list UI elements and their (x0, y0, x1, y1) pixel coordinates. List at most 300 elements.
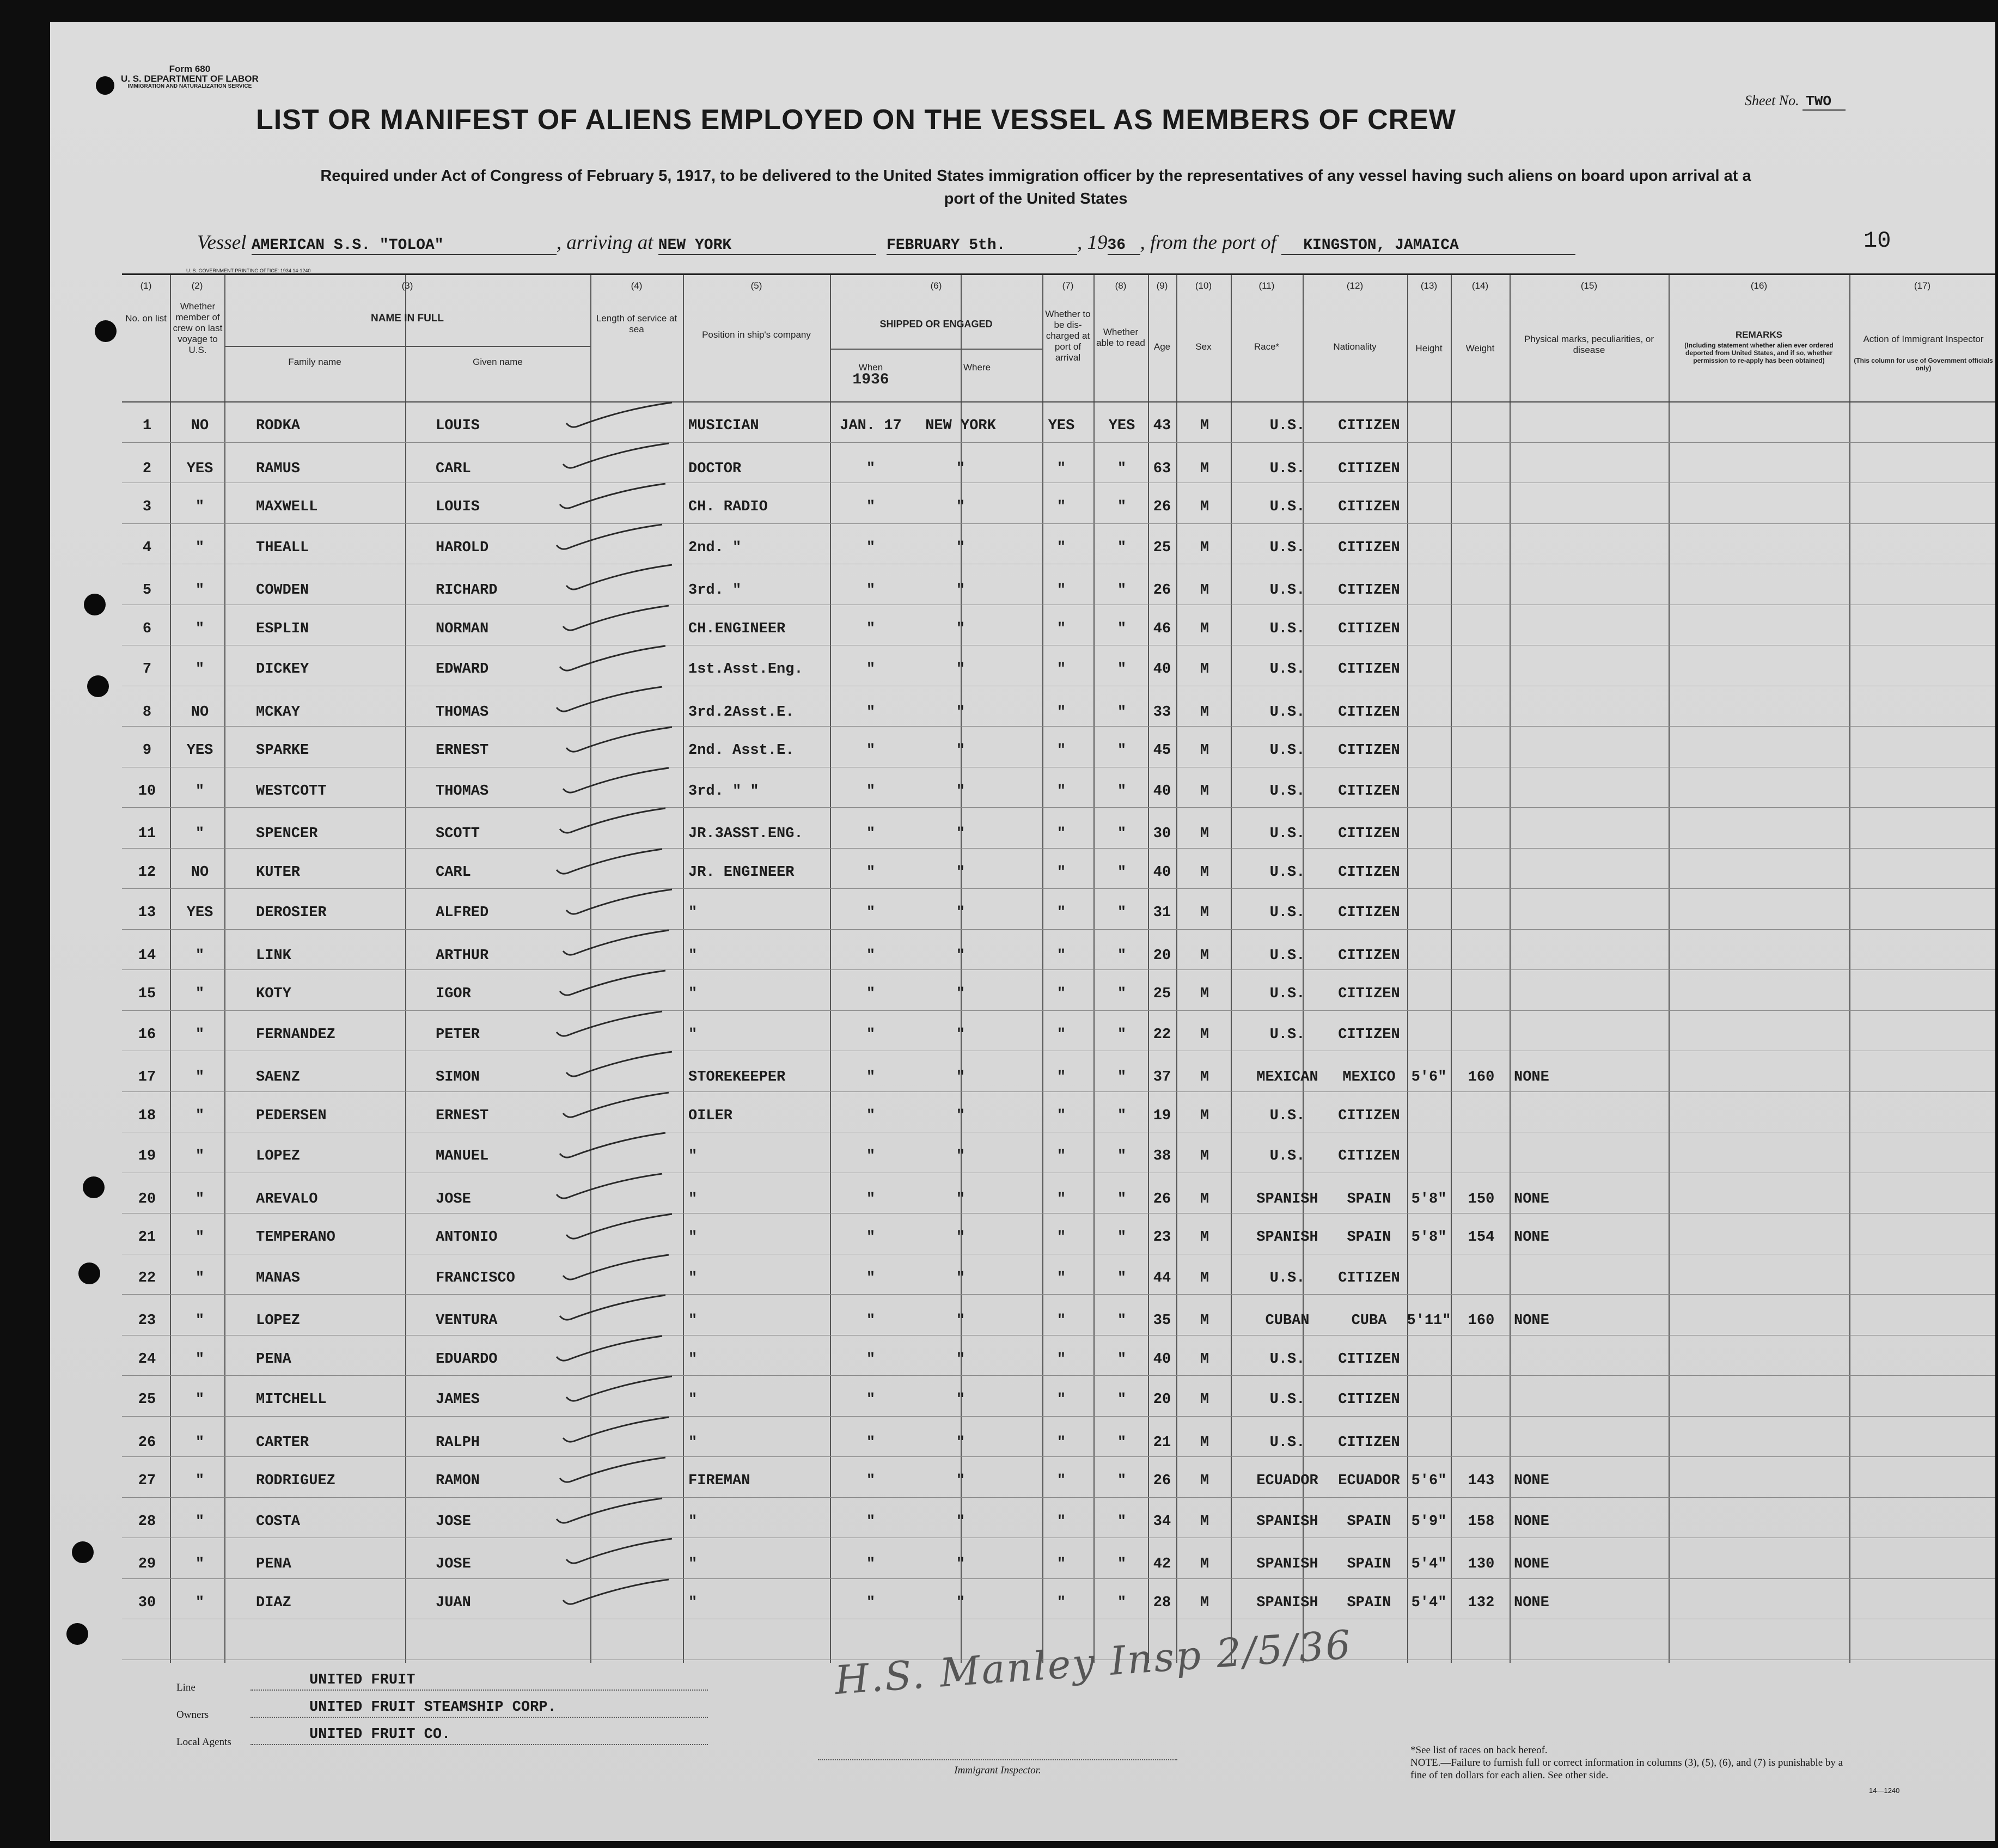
cell-shipped-where: " (956, 1229, 966, 1246)
row-rule (122, 726, 1995, 727)
cell-given-name: MANUEL (436, 1148, 489, 1164)
cell-row-number: 23 (138, 1313, 156, 1329)
cell-race: U.S. (1269, 783, 1305, 800)
cell-member-last-voyage: " (195, 1026, 205, 1043)
cell-member-last-voyage: " (195, 1513, 205, 1530)
cell-discharged: " (1056, 1594, 1066, 1611)
cell-row-number: 5 (142, 582, 152, 599)
cell-sex: M (1200, 704, 1209, 721)
cell-shipped-when: " (866, 539, 876, 556)
cell-race: U.S. (1269, 539, 1305, 556)
cell-position: STOREKEEPER (688, 1069, 786, 1085)
cell-able-to-read: " (1117, 539, 1127, 556)
checkmark-icon (563, 1213, 683, 1251)
cell-given-name: JAMES (436, 1392, 480, 1408)
row-rule (122, 848, 1995, 849)
arriving-label: , arriving at (556, 231, 653, 254)
cell-shipped-when: " (866, 1229, 876, 1246)
checkmark-icon (560, 1091, 680, 1130)
cell-race: U.S. (1269, 742, 1305, 759)
cell-age: 42 (1153, 1556, 1171, 1572)
cell-position: " (688, 1026, 698, 1043)
cell-discharged: " (1056, 539, 1066, 556)
cell-able-to-read: " (1117, 864, 1127, 881)
cell-position: " (688, 1229, 698, 1246)
line-value: UNITED FRUIT (309, 1672, 416, 1688)
cell-shipped-where: " (956, 1392, 966, 1408)
cell-age: 45 (1153, 742, 1171, 759)
cell-given-name: ERNEST (436, 742, 489, 759)
cell-sex: M (1200, 1026, 1209, 1043)
cell-able-to-read: " (1117, 1229, 1127, 1246)
sheet-number-value: TWO (1803, 93, 1846, 111)
cell-age: 37 (1153, 1069, 1171, 1085)
cell-age: 63 (1153, 460, 1171, 477)
column-number: (5) (750, 280, 762, 291)
cell-family-name: LOPEZ (256, 1148, 301, 1164)
page-title: LIST OR MANIFEST OF ALIENS EMPLOYED ON THE VESSEL AS MEMBERS OF CREW (256, 104, 1456, 136)
cell-given-name: FRANCISCO (436, 1270, 515, 1286)
cell-family-name: SPARKE (256, 742, 309, 759)
cell-shipped-where: " (956, 1351, 966, 1368)
cell-nationality: CITIZEN (1338, 539, 1400, 556)
cell-family-name: DEROSIER (256, 905, 327, 921)
checkmark-icon (557, 1294, 676, 1332)
cell-row-number: 6 (142, 620, 152, 637)
cell-sex: M (1200, 661, 1209, 678)
owners-label: Owners (176, 1709, 209, 1721)
cell-shipped-when: " (866, 1392, 876, 1408)
col-physical: Physical marks, peculiarities, or disease (1524, 334, 1654, 355)
cell-physical-marks: NONE (1514, 1473, 1549, 1489)
cell-given-name: JUAN (436, 1594, 471, 1611)
cell-weight: 143 (1468, 1473, 1495, 1489)
row-rule (122, 523, 1995, 524)
checkmark-icon (553, 1173, 673, 1211)
cell-sex: M (1200, 1148, 1209, 1164)
cell-sex: M (1200, 499, 1209, 515)
cell-able-to-read: " (1117, 582, 1127, 599)
cell-shipped-when: " (866, 1473, 876, 1489)
cell-position: 3rd.2Asst.E. (688, 704, 795, 721)
cell-given-name: HAROLD (436, 539, 489, 556)
col-where: Where (963, 362, 991, 373)
cell-race: U.S. (1269, 1148, 1305, 1164)
cell-discharged: " (1056, 1473, 1066, 1489)
cell-position: " (688, 1594, 698, 1611)
cell-age: 46 (1153, 620, 1171, 637)
row-rule (122, 888, 1995, 889)
cell-shipped-where: " (956, 1069, 966, 1085)
col-remarks: REMARKS (1736, 330, 1782, 340)
cell-family-name: THEALL (256, 539, 309, 556)
cell-family-name: WESTCOTT (256, 783, 327, 800)
cell-sex: M (1200, 1270, 1209, 1286)
column-number: (4) (631, 280, 643, 291)
subtitle-line-2: port of the United States (944, 190, 1128, 208)
cell-given-name: JOSE (436, 1513, 471, 1530)
cell-family-name: COSTA (256, 1513, 301, 1530)
col-weight: Weight (1465, 343, 1495, 353)
cell-family-name: DICKEY (256, 661, 309, 678)
cell-position: 2nd. Asst.E. (688, 742, 795, 759)
col-action-note: (This column for use of Government officials only) (1854, 357, 1993, 372)
cell-shipped-when: " (866, 1148, 876, 1164)
cell-row-number: 27 (138, 1473, 156, 1489)
cell-member-last-voyage: YES (186, 460, 213, 477)
cell-shipped-where: " (956, 947, 966, 964)
cell-member-last-voyage: " (195, 1392, 205, 1408)
cell-row-number: 21 (138, 1229, 156, 1246)
cell-age: 20 (1153, 947, 1171, 964)
cell-age: 26 (1153, 1473, 1171, 1489)
cell-member-last-voyage: " (195, 1148, 205, 1164)
cell-family-name: KUTER (256, 864, 301, 881)
col-nationality: Nationality (1333, 341, 1377, 352)
cell-race: U.S. (1269, 499, 1305, 515)
cell-member-last-voyage: " (195, 1473, 205, 1489)
cell-position: CH.ENGINEER (688, 620, 786, 637)
cell-discharged: " (1056, 986, 1066, 1002)
cell-row-number: 10 (138, 783, 156, 800)
cell-nationality: CITIZEN (1338, 1107, 1400, 1124)
cell-shipped-when: " (866, 1191, 876, 1207)
cell-discharged: " (1056, 661, 1066, 678)
cell-age: 25 (1153, 539, 1171, 556)
cell-position: CH. RADIO (688, 499, 768, 515)
cell-able-to-read: " (1117, 1556, 1127, 1572)
column-number: (15) (1580, 280, 1598, 291)
cell-physical-marks: NONE (1514, 1556, 1549, 1572)
cell-able-to-read: " (1117, 1473, 1127, 1489)
cell-given-name: RAMON (436, 1473, 480, 1489)
footnote (1410, 1744, 1857, 1782)
form-identifier (121, 64, 259, 89)
cell-shipped-where: " (956, 1026, 966, 1043)
cell-sex: M (1200, 1513, 1209, 1530)
checkmark-icon (563, 1375, 683, 1413)
cell-given-name: JOSE (436, 1556, 471, 1572)
cell-position: 3rd. " (688, 582, 742, 599)
cell-physical-marks: NONE (1514, 1594, 1549, 1611)
cell-race: U.S. (1269, 661, 1305, 678)
col-length-service: Length of service at sea (596, 313, 677, 334)
owners-rule (250, 1717, 708, 1718)
column-number: (12) (1346, 280, 1364, 291)
cell-sex: M (1200, 1069, 1209, 1085)
cell-family-name: CARTER (256, 1434, 309, 1451)
cell-family-name: FERNANDEZ (256, 1026, 335, 1043)
cell-shipped-where: NEW YORK (925, 418, 996, 434)
cell-nationality: CITIZEN (1338, 1434, 1400, 1451)
cell-row-number: 29 (138, 1556, 156, 1572)
cell-age: 43 (1153, 418, 1171, 434)
checkmark-icon (557, 969, 676, 1008)
cell-row-number: 17 (138, 1069, 156, 1085)
cell-race: MEXICAN (1256, 1069, 1318, 1085)
cell-member-last-voyage: " (195, 582, 205, 599)
column-rule (1042, 275, 1043, 1663)
cell-family-name: DIAZ (256, 1594, 291, 1611)
cell-nationality: CITIZEN (1338, 1026, 1400, 1043)
cell-shipped-where: " (956, 582, 966, 599)
col-action: Action of Immigrant Inspector (1863, 334, 1984, 344)
column-number: (17) (1914, 280, 1931, 291)
cell-nationality: CITIZEN (1338, 661, 1400, 678)
cell-member-last-voyage: " (195, 1270, 205, 1286)
cell-race: U.S. (1269, 1392, 1305, 1408)
punch-hole (72, 1541, 94, 1563)
cell-given-name: ALFRED (436, 905, 489, 921)
checkmark-icon (553, 1497, 673, 1535)
cell-discharged: " (1056, 864, 1066, 881)
cell-height: 5'6" (1411, 1069, 1447, 1085)
cell-shipped-where: " (956, 1313, 966, 1329)
cell-member-last-voyage: NO (191, 704, 209, 721)
cell-member-last-voyage: " (195, 1107, 205, 1124)
cell-race: U.S. (1269, 947, 1305, 964)
cell-sex: M (1200, 742, 1209, 759)
cell-position: " (688, 905, 698, 921)
column-rule (1669, 275, 1670, 1663)
year-label: , 19 (1077, 231, 1108, 254)
col-able-read: Whether able to read (1096, 327, 1145, 348)
cell-sex: M (1200, 1107, 1209, 1124)
cell-shipped-when: " (866, 986, 876, 1002)
signature-rule (818, 1759, 1177, 1760)
col-member-last-voyage: Whether member of crew on last voyage to U.S. (173, 301, 223, 355)
cell-position: " (688, 1434, 698, 1451)
subheader-rule (224, 346, 590, 347)
cell-discharged: " (1056, 947, 1066, 964)
cell-shipped-where: " (956, 1594, 966, 1611)
cell-position: " (688, 1513, 698, 1530)
cell-able-to-read: " (1117, 1594, 1127, 1611)
cell-nationality: SPAIN (1347, 1556, 1391, 1572)
cell-given-name: THOMAS (436, 783, 489, 800)
cell-able-to-read: " (1117, 1434, 1127, 1451)
cell-family-name: MANAS (256, 1270, 301, 1286)
col-sex: Sex (1195, 341, 1212, 352)
cell-age: 20 (1153, 1392, 1171, 1408)
row-rule (122, 1497, 1995, 1498)
column-rule (1093, 275, 1095, 1663)
cell-shipped-where: " (956, 1434, 966, 1451)
col-given-name: Given name (473, 357, 523, 367)
cell-race: U.S. (1269, 620, 1305, 637)
cell-sex: M (1200, 1594, 1209, 1611)
inspector-signature: H.S. Manley Insp 2/5/36 (833, 1621, 1354, 1704)
cell-discharged: " (1056, 499, 1066, 515)
column-number: (7) (1062, 280, 1074, 291)
departure-port: KINGSTON, JAMAICA (1281, 237, 1575, 255)
cell-position: " (688, 986, 698, 1002)
cell-member-last-voyage: " (195, 1351, 205, 1368)
cell-shipped-when: " (866, 864, 876, 881)
cell-nationality: CITIZEN (1338, 905, 1400, 921)
punch-hole (95, 320, 117, 342)
column-rule (224, 275, 225, 1663)
column-number: (13) (1420, 280, 1438, 291)
cell-shipped-when: " (866, 1107, 876, 1124)
cell-able-to-read: " (1117, 1351, 1127, 1368)
cell-nationality: CITIZEN (1338, 1148, 1400, 1164)
cell-shipped-when: " (866, 783, 876, 800)
cell-nationality: CITIZEN (1338, 499, 1400, 515)
column-rule (683, 275, 684, 1663)
cell-nationality: CITIZEN (1338, 620, 1400, 637)
cell-nationality: MEXICO (1342, 1069, 1396, 1085)
cell-shipped-where: " (956, 1473, 966, 1489)
cell-position: DOCTOR (688, 460, 742, 477)
cell-family-name: SPENCER (256, 826, 318, 842)
cell-discharged: " (1056, 783, 1066, 800)
checkmark-icon (553, 1335, 673, 1373)
form-number: Form 680 (169, 64, 211, 74)
row-rule (122, 1294, 1995, 1295)
cell-shipped-when: " (866, 1513, 876, 1530)
cell-discharged: " (1056, 582, 1066, 599)
cell-family-name: TEMPERANO (256, 1229, 335, 1246)
cell-given-name: CARL (436, 864, 471, 881)
cell-shipped-where: " (956, 620, 966, 637)
cell-able-to-read: " (1117, 1148, 1127, 1164)
cell-race: U.S. (1269, 1434, 1305, 1451)
cell-race: SPANISH (1256, 1229, 1318, 1246)
manifest-sheet (50, 22, 1995, 1841)
cell-member-last-voyage: NO (191, 864, 209, 881)
checkmark-icon (560, 1254, 680, 1292)
checkmark-icon (563, 1538, 683, 1576)
cell-shipped-when: " (866, 1026, 876, 1043)
cell-given-name: ERNEST (436, 1107, 489, 1124)
cell-row-number: 30 (138, 1594, 156, 1611)
cell-row-number: 1 (142, 418, 152, 434)
cell-sex: M (1200, 864, 1209, 881)
cell-shipped-when: " (866, 582, 876, 599)
cell-age: 19 (1153, 1107, 1171, 1124)
cell-discharged: " (1056, 1513, 1066, 1530)
checkmark-icon (560, 1578, 680, 1617)
cell-member-last-voyage: NO (191, 418, 209, 434)
cell-discharged: " (1056, 1229, 1066, 1246)
cell-nationality: CITIZEN (1338, 826, 1400, 842)
cell-race: U.S. (1269, 1270, 1305, 1286)
cell-row-number: 8 (142, 704, 152, 721)
column-rule (1303, 275, 1304, 1663)
cell-family-name: LINK (256, 947, 291, 964)
cell-shipped-when: " (866, 499, 876, 515)
cell-able-to-read: " (1117, 1270, 1127, 1286)
column-number: (11) (1258, 280, 1275, 291)
cell-given-name: SCOTT (436, 826, 480, 842)
cell-sex: M (1200, 1473, 1209, 1489)
cell-shipped-where: " (956, 826, 966, 842)
cell-shipped-when: " (866, 704, 876, 721)
cell-discharged: " (1056, 1191, 1066, 1207)
cell-weight: 160 (1468, 1313, 1495, 1329)
cell-position: " (688, 1148, 698, 1164)
cell-nationality: CITIZEN (1338, 1270, 1400, 1286)
checkmark-icon (563, 1051, 683, 1089)
cell-row-number: 11 (138, 826, 156, 842)
cell-nationality: CITIZEN (1338, 783, 1400, 800)
cell-shipped-when: " (866, 1434, 876, 1451)
checkmark-icon (560, 767, 680, 805)
cell-shipped-where: " (956, 1513, 966, 1530)
cell-member-last-voyage: " (195, 620, 205, 637)
checkmark-icon (553, 523, 673, 562)
cell-sex: M (1200, 582, 1209, 599)
department-name: U. S. DEPARTMENT OF LABOR (121, 73, 259, 84)
cell-nationality: CITIZEN (1338, 460, 1400, 477)
subheader-rule (830, 349, 1042, 350)
cell-row-number: 12 (138, 864, 156, 881)
cell-member-last-voyage: " (195, 986, 205, 1002)
cell-able-to-read: " (1117, 1107, 1127, 1124)
service-name: IMMIGRATION AND NATURALIZATION SERVICE (127, 83, 252, 89)
cell-weight: 160 (1468, 1069, 1495, 1085)
cell-shipped-when: " (866, 1270, 876, 1286)
cell-age: 22 (1153, 1026, 1171, 1043)
cell-able-to-read: " (1117, 1069, 1127, 1085)
cell-member-last-voyage: " (195, 1191, 205, 1207)
arrival-port: NEW YORK (658, 237, 876, 255)
cell-given-name: IGOR (436, 986, 471, 1002)
col-no-on-list: No. on list (125, 313, 167, 324)
cell-race: U.S. (1269, 582, 1305, 599)
cell-height: 5'4" (1411, 1594, 1447, 1611)
cell-family-name: LOPEZ (256, 1313, 301, 1329)
checkmark-icon (563, 564, 683, 602)
cell-nationality: SPAIN (1347, 1229, 1391, 1246)
cell-member-last-voyage: " (195, 783, 205, 800)
checkmark-icon (557, 483, 676, 521)
cell-discharged: YES (1048, 418, 1075, 434)
column-number: (1) (140, 280, 152, 291)
cell-age: 28 (1153, 1594, 1171, 1611)
col-age: Age (1153, 341, 1171, 352)
cell-race: U.S. (1269, 418, 1305, 434)
cell-race: U.S. (1269, 826, 1305, 842)
page-number: 10 (1863, 228, 1891, 254)
cell-race: U.S. (1269, 1026, 1305, 1043)
page-subtitle (148, 164, 1923, 210)
cell-race: U.S. (1269, 1107, 1305, 1124)
cell-discharged: " (1056, 905, 1066, 921)
cell-physical-marks: NONE (1514, 1513, 1549, 1530)
cell-row-number: 15 (138, 986, 156, 1002)
cell-sex: M (1200, 418, 1209, 434)
cell-member-last-voyage: YES (186, 742, 213, 759)
cell-given-name: NORMAN (436, 620, 489, 637)
subtitle-line-1: Required under Act of Congress of February 5, 1917, to be delivered to the United States immigration officer by the representatives of any vessel having such aliens on board upon arrival at a (320, 167, 1751, 185)
cell-row-number: 18 (138, 1107, 156, 1124)
cell-weight: 150 (1468, 1191, 1495, 1207)
cell-family-name: RODRIGUEZ (256, 1473, 335, 1489)
cell-row-number: 26 (138, 1434, 156, 1451)
row-rule (122, 1375, 1995, 1376)
sheet-number-label: Sheet No. (1745, 93, 1799, 108)
cell-family-name: RODKA (256, 418, 301, 434)
cell-sex: M (1200, 905, 1209, 921)
cell-position: " (688, 1351, 698, 1368)
checkmark-icon (557, 645, 676, 683)
cell-shipped-when: " (866, 1594, 876, 1611)
row-rule (122, 1456, 1995, 1457)
col-when: When (858, 362, 883, 373)
cell-shipped-when: JAN. 17 (840, 418, 902, 434)
